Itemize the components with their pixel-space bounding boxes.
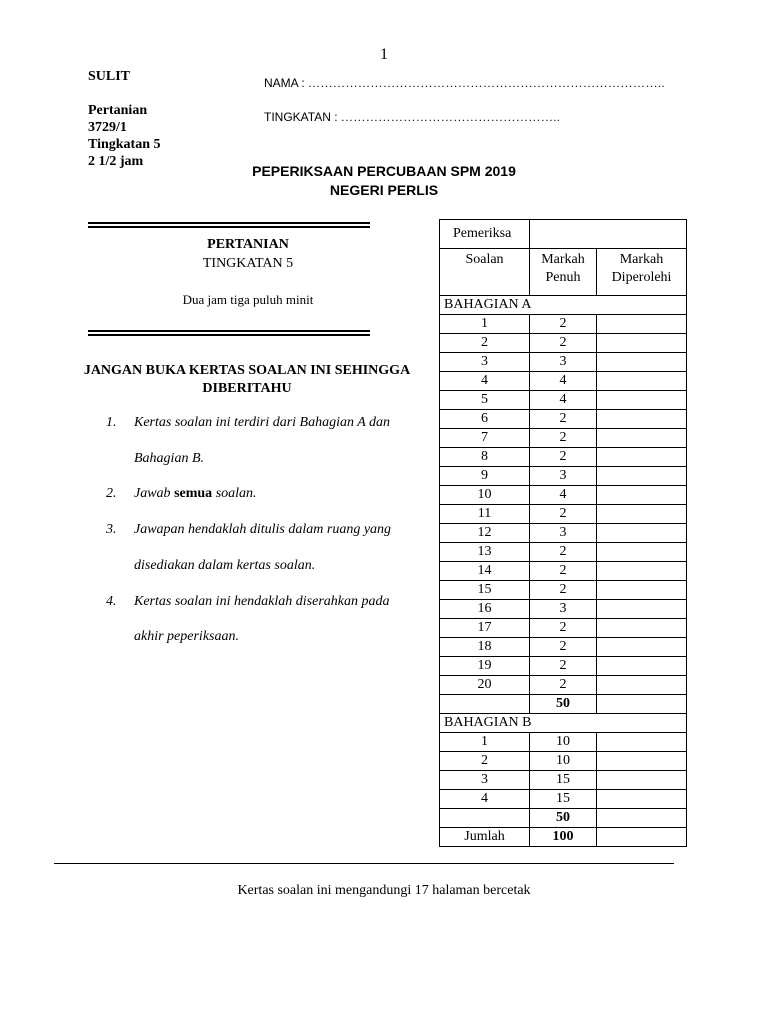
section-label: BAHAGIAN B — [440, 714, 687, 733]
question-number: 1 — [440, 733, 530, 752]
subtotal-row — [440, 809, 687, 828]
table-row — [440, 391, 687, 410]
table-row — [440, 543, 687, 562]
table-row — [440, 638, 687, 657]
examiner-signature-cell[interactable] — [530, 220, 687, 249]
instruction-number: 3. — [106, 522, 117, 537]
col-obtained-marks-header — [597, 249, 687, 296]
table-row — [440, 505, 687, 524]
name-field[interactable] — [264, 76, 665, 91]
table-row — [440, 733, 687, 752]
question-number: 12 — [440, 524, 530, 543]
col-full-marks-header — [530, 249, 597, 296]
instruction-text — [134, 486, 257, 502]
warning-line2: DIBERITAHU — [202, 381, 292, 396]
footer-rule — [54, 863, 674, 864]
total-value: 100 — [530, 828, 597, 847]
obtained-marks-cell[interactable] — [597, 505, 687, 524]
full-marks: 10 — [530, 733, 597, 752]
obtained-marks-cell[interactable] — [597, 353, 687, 372]
table-row — [440, 448, 687, 467]
question-number: 4 — [440, 372, 530, 391]
exam-title-line2: NEGERI PERLIS — [329, 182, 439, 198]
question-number: 13 — [440, 543, 530, 562]
exam-title — [0, 162, 768, 200]
obtained-marks-cell[interactable] — [597, 638, 687, 657]
subject-title: PERTANIAN — [207, 237, 289, 252]
subtotal-value: 50 — [530, 809, 597, 828]
obtained-marks-cell[interactable] — [597, 619, 687, 638]
table-row — [440, 429, 687, 448]
question-number: 1 — [440, 315, 530, 334]
duration-label: 2 1/2 jam — [88, 154, 144, 169]
col-full-line2: Penuh — [545, 270, 581, 285]
question-number: 3 — [440, 353, 530, 372]
table-row — [440, 562, 687, 581]
full-marks: 2 — [530, 334, 597, 353]
full-marks: 3 — [530, 467, 597, 486]
table-row — [440, 676, 687, 695]
subtotal-row — [440, 695, 687, 714]
full-marks: 3 — [530, 353, 597, 372]
full-marks: 2 — [530, 619, 597, 638]
section-label: BAHAGIAN A — [440, 296, 687, 315]
total-row — [440, 828, 687, 847]
table-row — [440, 353, 687, 372]
question-number: 19 — [440, 657, 530, 676]
table-row — [440, 410, 687, 429]
classification-label: SULIT — [88, 69, 131, 84]
question-number: 9 — [440, 467, 530, 486]
question-number: 4 — [440, 790, 530, 809]
footer-text: Kertas soalan ini mengandungi 17 halaman bercetak — [237, 883, 531, 898]
instruction-text: Kertas soalan ini terdiri dari Bahagian A dan — [134, 415, 391, 430]
full-marks: 2 — [530, 562, 597, 581]
obtained-marks-cell[interactable] — [597, 752, 687, 771]
question-number: 20 — [440, 676, 530, 695]
question-number: 15 — [440, 581, 530, 600]
name-dots: ………………………………………………………………………….. — [308, 76, 666, 90]
total-label: Jumlah — [440, 828, 530, 847]
table-row — [440, 752, 687, 771]
warning-notice — [66, 362, 428, 398]
subtotal-blank — [440, 809, 530, 828]
instruction-number: 1. — [106, 415, 117, 430]
question-number: 10 — [440, 486, 530, 505]
full-marks: 15 — [530, 771, 597, 790]
full-marks: 2 — [530, 543, 597, 562]
table-row — [440, 467, 687, 486]
obtained-marks-cell[interactable] — [597, 372, 687, 391]
obtained-marks-cell[interactable] — [597, 334, 687, 353]
col-obtained-line2: Diperolehi — [611, 270, 672, 285]
instruction-number: 4. — [106, 594, 117, 609]
table-row — [440, 334, 687, 353]
instruction-text: Kertas soalan ini hendaklah diserahkan pada — [134, 594, 390, 609]
full-marks: 3 — [530, 524, 597, 543]
obtained-marks-cell[interactable] — [597, 524, 687, 543]
full-marks: 2 — [530, 410, 597, 429]
table-row — [440, 486, 687, 505]
full-marks: 2 — [530, 315, 597, 334]
class-dots: …………………………………………….. — [340, 110, 561, 124]
full-marks: 2 — [530, 676, 597, 695]
full-marks: 2 — [530, 429, 597, 448]
table-row — [440, 657, 687, 676]
bottom-double-rule — [88, 330, 370, 336]
obtained-marks-cell[interactable] — [597, 391, 687, 410]
full-marks: 2 — [530, 581, 597, 600]
question-number: 14 — [440, 562, 530, 581]
form-label: Tingkatan 5 — [88, 137, 161, 152]
table-row — [440, 581, 687, 600]
question-number: 16 — [440, 600, 530, 619]
full-marks: 4 — [530, 372, 597, 391]
header-left-block — [88, 68, 161, 170]
instruction-text: Jawapan hendaklah ditulis dalam ruang yang — [134, 522, 392, 537]
instruction-text-post: soalan. — [212, 486, 257, 501]
obtained-marks-cell[interactable] — [597, 581, 687, 600]
obtained-marks-cell[interactable] — [597, 771, 687, 790]
question-number: 2 — [440, 334, 530, 353]
obtained-marks-cell[interactable] — [597, 486, 687, 505]
subject-duration: Dua jam tiga puluh minit — [182, 292, 314, 307]
class-field[interactable] — [264, 110, 560, 125]
obtained-marks-cell[interactable] — [597, 733, 687, 752]
full-marks: 4 — [530, 486, 597, 505]
subtotal-obtained-cell[interactable] — [597, 809, 687, 828]
obtained-marks-cell[interactable] — [597, 562, 687, 581]
table-row — [440, 790, 687, 809]
col-obtained-line1: Markah — [619, 252, 664, 267]
column-header-row — [440, 249, 687, 296]
instruction-number: 2. — [106, 486, 117, 501]
full-marks: 4 — [530, 391, 597, 410]
question-number: 11 — [440, 505, 530, 524]
obtained-marks-cell[interactable] — [597, 410, 687, 429]
obtained-marks-cell[interactable] — [597, 467, 687, 486]
full-marks: 10 — [530, 752, 597, 771]
obtained-marks-cell[interactable] — [597, 429, 687, 448]
question-number: 5 — [440, 391, 530, 410]
obtained-marks-cell[interactable] — [597, 790, 687, 809]
table-row — [440, 771, 687, 790]
table-row — [440, 619, 687, 638]
examiner-row — [440, 220, 687, 249]
section-header-row — [440, 714, 687, 733]
obtained-marks-cell[interactable] — [597, 657, 687, 676]
col-full-line1: Markah — [541, 252, 585, 267]
name-label: NAMA : — [264, 76, 305, 90]
question-number: 6 — [440, 410, 530, 429]
instruction-text-pre: Jawab — [134, 486, 175, 501]
full-marks: 3 — [530, 600, 597, 619]
col-question-header: Soalan — [440, 249, 530, 296]
marks-table — [439, 219, 687, 847]
exam-title-line1: PEPERIKSAAN PERCUBAAN SPM 2019 — [252, 163, 516, 179]
instruction-text: disediakan dalam kertas soalan. — [134, 558, 316, 573]
subject-label: Pertanian — [88, 103, 148, 118]
instruction-text: Bahagian B. — [134, 451, 204, 466]
subject-form: TINGKATAN 5 — [202, 256, 294, 271]
table-row — [440, 600, 687, 619]
full-marks: 2 — [530, 638, 597, 657]
subtotal-obtained-cell[interactable] — [597, 695, 687, 714]
question-number: 8 — [440, 448, 530, 467]
obtained-marks-cell[interactable] — [597, 676, 687, 695]
page-number: 1 — [380, 46, 388, 63]
subtotal-value: 50 — [530, 695, 597, 714]
top-double-rule — [88, 222, 370, 228]
total-obtained-cell[interactable] — [597, 828, 687, 847]
obtained-marks-cell[interactable] — [597, 543, 687, 562]
question-number: 3 — [440, 771, 530, 790]
question-number: 7 — [440, 429, 530, 448]
full-marks: 2 — [530, 657, 597, 676]
paper-code: 3729/1 — [88, 120, 127, 135]
full-marks: 2 — [530, 448, 597, 467]
question-number: 18 — [440, 638, 530, 657]
obtained-marks-cell[interactable] — [597, 448, 687, 467]
section-header-row — [440, 296, 687, 315]
question-number: 2 — [440, 752, 530, 771]
class-label: TINGKATAN : — [264, 110, 338, 124]
examiner-label: Pemeriksa — [440, 220, 530, 249]
table-row — [440, 372, 687, 391]
instruction-text: akhir peperiksaan. — [134, 629, 239, 644]
subtotal-blank — [440, 695, 530, 714]
question-number: 17 — [440, 619, 530, 638]
instruction-text-bold: semua — [174, 486, 213, 501]
table-row — [440, 524, 687, 543]
warning-line1: JANGAN BUKA KERTAS SOALAN INI SEHINGGA — [83, 363, 411, 378]
obtained-marks-cell[interactable] — [597, 600, 687, 619]
obtained-marks-cell[interactable] — [597, 315, 687, 334]
table-row — [440, 315, 687, 334]
full-marks: 15 — [530, 790, 597, 809]
full-marks: 2 — [530, 505, 597, 524]
